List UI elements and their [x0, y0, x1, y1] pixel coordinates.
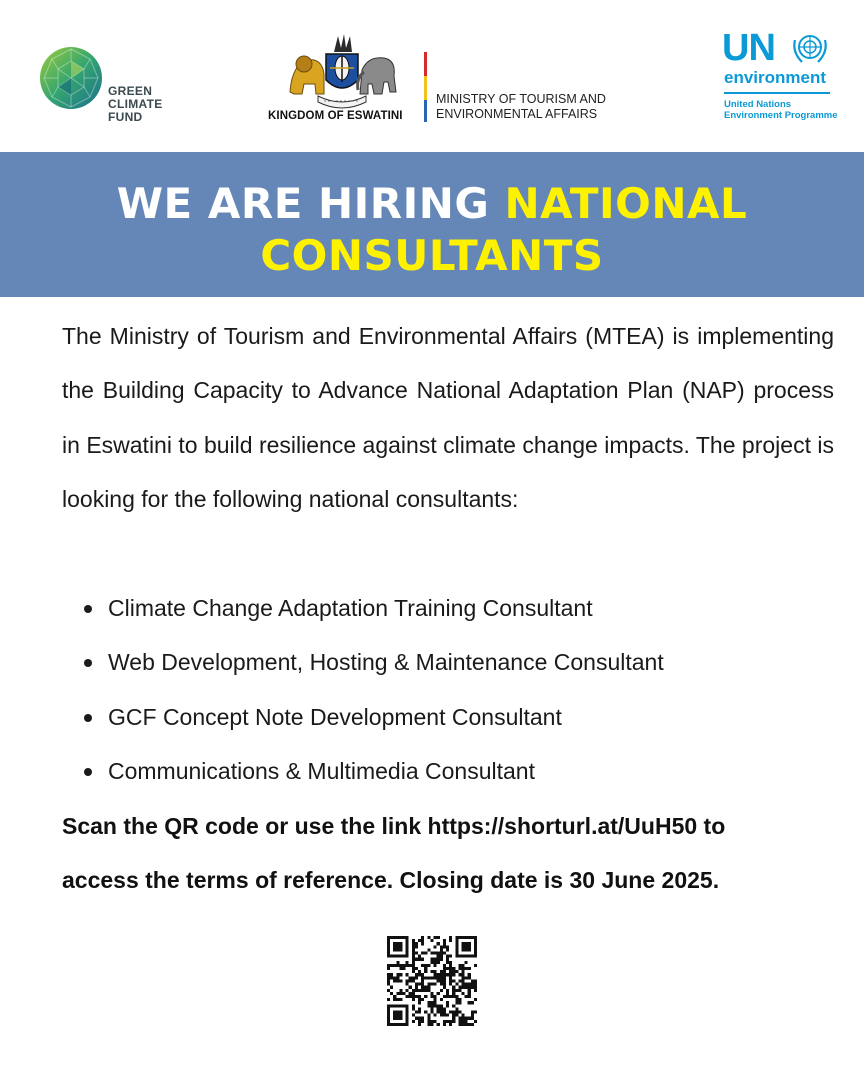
cta-line-2: access the terms of reference. Closing date is 30 June 2025. [62, 867, 720, 894]
un-subtitle [724, 99, 838, 121]
coat-of-arms-icon [282, 30, 400, 110]
banner-line-2: CONSULTANTS [260, 231, 604, 280]
hiring-banner [0, 152, 864, 297]
ministry-line-2: ENVIRONMENTAL AFFAIRS [436, 107, 598, 121]
intro-paragraph: The Ministry of Tourism and Environmental Affairs (MTEA) is implementing the Building Capacity to Advance National Adaptation Plan (NAP) process in Eswatini to build resilience against climate change impacts. The project is looking for the following national consultants: [62, 323, 834, 513]
list-item [62, 744, 834, 798]
gcf-line-3: FUND [108, 110, 143, 124]
gcf-wordmark [108, 85, 163, 124]
consultant-title: GCF Concept Note Development Consultant [108, 703, 562, 730]
list-item [62, 690, 834, 744]
gcf-line-1: GREEN [108, 84, 153, 98]
banner-line-1 [0, 179, 864, 229]
gcf-line-2: CLIMATE [108, 97, 163, 111]
bullet-dot-icon [84, 605, 92, 613]
banner-yellow-text: NATIONAL [504, 179, 748, 228]
logo-divider [424, 52, 428, 122]
consultant-title: Climate Change Adaptation Training Consultant [108, 595, 593, 621]
un-wreath-globe-icon [790, 30, 830, 66]
un-rule [724, 92, 830, 94]
qr-code-icon[interactable] [387, 936, 477, 1026]
consultant-title: Web Development, Hosting & Maintenance Consultant [108, 649, 664, 676]
un-environment-word: environment [724, 68, 827, 87]
un-sub-line-1: United Nations [724, 99, 792, 110]
bullet-dot-icon [84, 714, 92, 722]
kingdom-caption: KINGDOM OF ESWATINI [268, 110, 403, 122]
ministry-name [436, 92, 606, 122]
list-item [62, 635, 834, 689]
eswatini-logo [268, 30, 438, 130]
banner-white-text: WE ARE HIRING [116, 179, 505, 228]
consultant-title: Communications & Multimedia Consultant [108, 758, 535, 785]
list-item [62, 581, 834, 635]
geodesic-globe-icon [38, 45, 104, 111]
consultant-list [62, 581, 834, 799]
green-climate-fund-logo [38, 45, 178, 130]
logo-header [0, 0, 864, 152]
call-to-action [62, 799, 842, 908]
un-letters: UN [722, 27, 775, 69]
un-environment-logo [722, 28, 842, 128]
ministry-line-1: MINISTRY OF TOURISM AND [436, 92, 606, 106]
bullet-dot-icon [84, 659, 92, 667]
un-sub-line-2: Environment Programme [724, 110, 838, 121]
bullet-dot-icon [84, 768, 92, 776]
cta-line-1: Scan the QR code or use the link https://shorturl.at/UuH50 to [62, 813, 726, 839]
